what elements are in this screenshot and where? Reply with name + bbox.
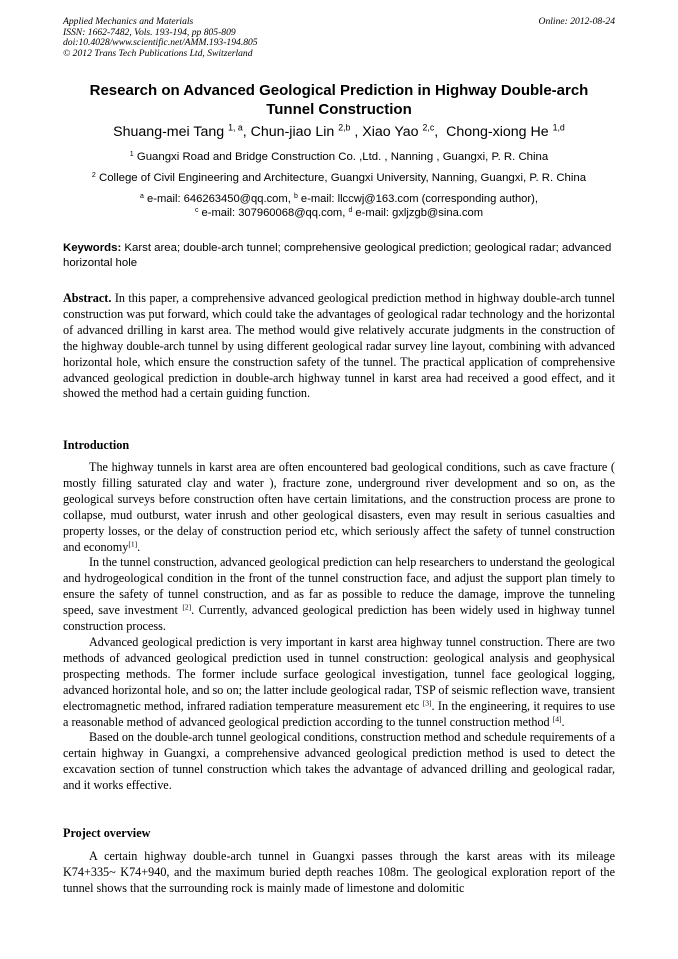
keywords: [63, 241, 615, 271]
affiliation-sup: 2: [91, 171, 96, 179]
affiliation-text: Guangxi Road and Bridge Construction Co. ,Ltd. , Nanning , Guangxi, P. R. China: [136, 151, 549, 163]
paragraph: The highway tunnels in karst area are often encountered bad geological conditions, such as cave fracture ( mostly filling saturated clay and water ), fracture zone, underground river development and so on, as the geological surveys before construction often have certain limitations, and the construction process are prone to collapse, mud outburst, water inrush and other geological disasters, even may result in serious casualties and property losses, or the delay of construction period etc, which seriously affect the safety of tunnel construction and economy[1].: [63, 460, 615, 554]
title-line-1: Research on Advanced Geological Prediction in Highway Double-arch: [89, 82, 589, 99]
citation: [1]: [128, 539, 138, 548]
copyright-line: © 2012 Trans Tech Publications Ltd, Switzerland: [63, 47, 253, 59]
keywords-text: Karst area; double-arch tunnel; comprehensive geological prediction; geological radar; advanced horizontal hole: [63, 242, 612, 269]
online-date: Online: 2012-08-24: [538, 16, 615, 27]
affiliation-1: [40, 150, 638, 164]
author-sup: 1, a: [228, 122, 243, 133]
paragraph: Based on the double-arch tunnel geological conditions, construction method and schedule requirements of a certain highway in Guangxi, a comprehensive advanced geological prediction method is used to detect the excavation section of tunnel construction which takes the advantage of advanced drilling and geological radar, and it works effective.: [63, 730, 615, 793]
journal-name: Applied Mechanics and Materials: [63, 16, 194, 27]
author-name: Shuang-mei Tang: [113, 124, 225, 140]
title-line-2: Tunnel Construction: [266, 100, 412, 118]
abstract-text: In this paper, a comprehensive advanced geological prediction method in highway double-arch tunnel construction was put forward, which could take the advantages of geological radar technology and the horizontal of advanced drilling in karst area. The method would give relatively accurate judgments in the construction of the highway double-arch tunnel by using different geological radar survey line layout, combining with advanced horizontal hole, which ensure the construction safety of the tunnel. The practical application of comprehensive advanced geological prediction in double-arch highway tunnel in karst area had received a good effect, and it showed the method had a certain guiding function.: [63, 291, 615, 401]
email-c: e-mail: 307960068@qq.com,: [201, 207, 346, 219]
email-d: e-mail: gxljzgb@sina.com: [355, 207, 484, 219]
email-block: $^a$ e-mail: 646263450@qq.com, $^b$ e-mail: llccwj@163.com (corresponding author), $^c$ e-mail: 307960068@qq.com, $^d$ e-mail: gxljzgb@sina.com: [140, 192, 538, 219]
email-b: e-mail: llccwj@163.com (corresponding author),: [300, 193, 538, 205]
affiliation-text: College of Civil Engineering and Architecture, Guangxi University, Nanning, Guangxi, P. R. China: [98, 172, 587, 184]
abstract-label: Abstract.: [63, 291, 112, 305]
section-heading-project-overview: Project overview: [63, 826, 151, 840]
affiliation-2: [40, 171, 638, 185]
citation: [4]: [552, 713, 562, 723]
issn-line: ISSN: 1662-7482, Vols. 193-194, pp 805-809: [63, 26, 236, 38]
email-a: e-mail: 646263450@qq.com,: [147, 193, 291, 205]
author-sup: 1,d: [552, 122, 565, 133]
author-name: Chong-xiong He: [446, 124, 549, 140]
author-name: Chun-jiao Lin: [250, 124, 335, 140]
author-list: Shuang-mei Tang $^{1, a}$, Chun-jiao Lin $^{2,b}$ , Xiao Yao $^{2,c}$, Chong-xiong He $^{1,d}$: [113, 122, 565, 140]
citation: [3]: [422, 698, 432, 708]
paragraph: In the tunnel construction, advanced geological prediction can help researchers to understand the geological and hydrogeological condition in the front of the tunnel construction face, and adjust the support plan timely to ensure the safety of tunnel construction, and as far as possible to reduce the damage, improve the tunneling speed, save investment [2]. Currently, advanced geological prediction has been widely used in highway tunnel construction process.: [63, 555, 616, 634]
paragraph: A certain highway double-arch tunnel in Guangxi passes through the karst areas with its mileage K74+335~ K74+940, and the maximum buried depth reaches 108m. The geological exploration report of the tunnel shows that the surrounding rock is mainly made of limestone and dolomitic: [63, 849, 615, 895]
affiliation-sup: 1: [129, 150, 134, 158]
keywords-label: Keywords:: [63, 242, 122, 254]
citation: [2]: [182, 602, 192, 612]
author-name: Xiao Yao: [362, 124, 419, 140]
paragraph: Advanced geological prediction is very important in karst area highway tunnel construction. There are two methods of advanced geological prediction used in tunnel construction: geological analysis and geophysical prospecting methods. The former include surface geological investigation, tunnel face geological logging, advanced horizontal hole, and so on; the latter include geological radar, TSP of seismic reflection wave, transient electromagnetic method, infrared radiation temperature measurement etc [3]. In the engineering, it requires to use a reasonable method of advanced geological prediction according to the tunnel construction method [4].: [63, 634, 615, 729]
introduction-body: [63, 460, 615, 794]
author-sup: 2,b: [338, 122, 351, 133]
paper-title: [63, 82, 615, 119]
author-sup: 2,c: [422, 122, 435, 133]
project-body: [63, 849, 615, 897]
section-heading-introduction: Introduction: [63, 438, 130, 452]
journal-header: [63, 17, 615, 59]
doi-line: doi:10.4028/www.scientific.net/AMM.193-194.805: [63, 37, 258, 49]
abstract: [63, 291, 615, 402]
